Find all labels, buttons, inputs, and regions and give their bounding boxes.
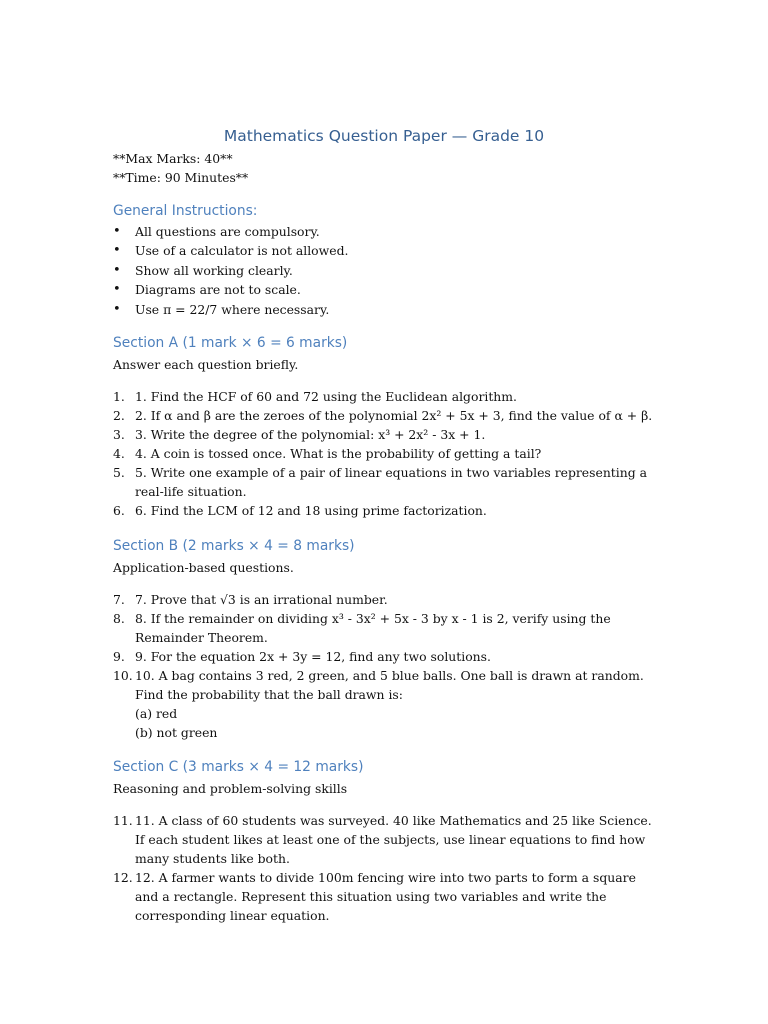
list-item: • Use of a calculator is not allowed. — [113, 243, 349, 259]
question-item: 4. 4. A coin is tossed once. What is the probability of getting a tail? — [113, 446, 542, 461]
question-item: 1. 1. Find the HCF of 60 and 72 using the Euclidean algorithm. — [113, 389, 517, 404]
section-b-heading: Section B (2 marks × 4 = 8 marks) — [113, 538, 355, 554]
question-item: 12. 12. A farmer wants to divide 100m fencing wire into two parts to form a square and a rectangle. Represent this situation using two variables and write the corresponding linear equation. — [113, 870, 636, 923]
question-item: 5. 5. Write one example of a pair of linear equations in two variables representing a real-life situation. — [113, 465, 647, 499]
question-item: 9. 9. For the equation 2x + 3y = 12, find any two solutions. — [113, 649, 491, 664]
list-item: • Diagrams are not to scale. — [113, 282, 301, 298]
question-item: 3. 3. Write the degree of the polynomial: x³ + 2x² - 3x + 1. — [113, 427, 486, 442]
section-b-questions — [113, 590, 658, 742]
sub-option: (a) red — [135, 706, 178, 721]
question-item: 11. 11. A class of 60 students was surveyed. 40 like Mathematics and 25 like Science. If each student likes at least one of the subjects, use linear equations to find how many students like both. — [113, 813, 652, 866]
sub-option: (b) not green — [135, 725, 218, 740]
instructions-list — [113, 222, 348, 319]
list-item: • Use π = 22/7 where necessary. — [113, 301, 330, 317]
section-c-heading: Section C (3 marks × 4 = 12 marks) — [113, 759, 364, 775]
section-a-questions — [113, 387, 658, 520]
question-item: 8. 8. If the remainder on dividing x³ - 3x² + 5x - 3 by x - 1 is 2, verify using the Remainder Theorem. — [113, 611, 611, 645]
bullet-icon: • — [113, 301, 121, 317]
list-item: • Show all working clearly. — [113, 262, 293, 278]
bullet-icon: • — [113, 282, 121, 298]
question-item: 10. 10. A bag contains 3 red, 2 green, and 5 blue balls. One ball is drawn at random. Find the probability that the ball drawn is: (a) red (b) not green — [113, 666, 658, 742]
question-item: 2. 2. If α and β are the zeroes of the polynomial 2x² + 5x + 3, find the value of α + β. — [113, 408, 653, 423]
max-marks: **Max Marks: 40** — [113, 151, 233, 166]
question-item: 7. 7. Prove that √3 is an irrational number. — [113, 592, 388, 607]
instructions-heading: General Instructions: — [113, 203, 258, 219]
section-b-description: Application-based questions. — [113, 560, 294, 575]
list-item: • All questions are compulsory. — [113, 224, 320, 239]
bullet-icon: • — [113, 262, 121, 278]
bullet-icon: • — [113, 243, 121, 259]
section-c-description: Reasoning and problem-solving skills — [113, 781, 348, 796]
section-a-description: Answer each question briefly. — [113, 357, 299, 372]
section-c-questions — [113, 811, 658, 925]
time-limit: **Time: 90 Minutes** — [113, 170, 249, 185]
question-item: 6. 6. Find the LCM of 12 and 18 using prime factorization. — [113, 503, 487, 518]
page-title: Mathematics Question Paper — Grade 10 — [223, 127, 545, 145]
section-a-heading: Section A (1 mark × 6 = 6 marks) — [113, 335, 348, 351]
bullet-icon: • — [113, 224, 121, 239]
